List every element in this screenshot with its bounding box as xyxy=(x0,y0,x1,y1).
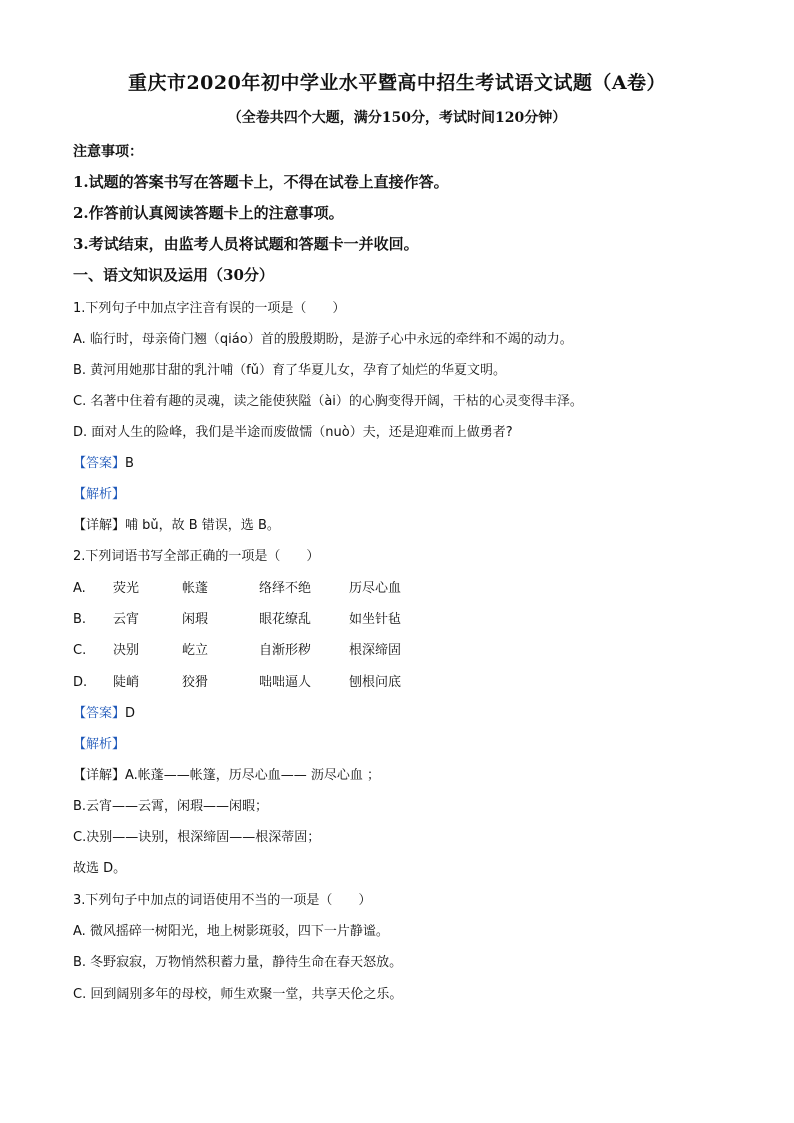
option-letter: D. xyxy=(73,675,88,690)
option-word: 眼花缭乱 xyxy=(259,612,312,627)
section-heading: 一、语文知识及运用（30分） xyxy=(73,266,274,284)
answer-value: D xyxy=(125,706,136,721)
detail-line: C.决别——诀别，根深缔固——根深蒂固； xyxy=(73,830,321,845)
question-option: C. 回到阔别多年的母校，师生欢聚一堂，共享天伦之乐。 xyxy=(73,987,403,1002)
option-word: 云宵 xyxy=(113,612,140,627)
option-word: 刨根问底 xyxy=(349,675,402,690)
option-word: 络绎不绝 xyxy=(259,581,312,596)
exam-subtitle: （全卷共四个大题，满分150分，考试时间120分钟） xyxy=(227,110,567,126)
question-option: B. 黄河用她那甘甜的乳汁哺（fǔ）育了华夏儿女，孕育了灿烂的华夏文明。 xyxy=(73,363,506,378)
option-word: 闲瑕 xyxy=(182,612,209,627)
question-stem: 3.下列句子中加点的词语使用不当的一项是（ ） xyxy=(73,893,372,908)
question-option: B. 冬野寂寂，万物悄然积蓄力量，静待生命在春天怒放。 xyxy=(73,955,403,970)
answer-tag: 【答案】 xyxy=(73,706,126,721)
notice-heading: 注意事项： xyxy=(73,144,143,160)
option-word: 屹立 xyxy=(182,643,209,658)
option-word: 自渐形秽 xyxy=(259,643,312,658)
answer-value: B xyxy=(125,456,134,471)
option-word: 根深缔固 xyxy=(349,643,402,658)
option-word: 帐蓬 xyxy=(182,581,209,596)
option-letter: C. xyxy=(73,643,87,658)
answer-tag: 【答案】 xyxy=(73,456,126,471)
exam-title: 重庆市2020年初中学业水平暨高中招生考试语文试题（A卷） xyxy=(127,72,667,94)
detail-line: 【详解】哺 bǔ，故 B 错误，选 B。 xyxy=(73,518,280,533)
question-option-row xyxy=(73,577,401,596)
answer-line xyxy=(73,452,134,471)
question-option: D. 面对人生的险峰，我们是半途而废做懦（nuò）夫，还是迎难而上做勇者? xyxy=(73,425,513,440)
detail-line: B.云宵——云霄，闲瑕——闲暇； xyxy=(73,799,269,814)
question-option-row xyxy=(73,608,401,627)
detail-line: 【详解】A.帐蓬——帐篷，历尽心血—— 沥尽心血 ； xyxy=(73,768,381,783)
question-option: A. 临行时，母亲倚门翘（qiáo）首的殷殷期盼，是游子心中永远的牵绊和不竭的动力。 xyxy=(73,332,573,347)
option-word: 如坐针毡 xyxy=(349,612,402,627)
option-word: 咄咄逼人 xyxy=(259,675,312,690)
question-option-row xyxy=(73,639,401,658)
answer-line xyxy=(73,702,135,721)
analysis-tag: 【解析】 xyxy=(73,737,126,752)
question-stem: 1.下列句子中加点字注音有误的一项是（ ） xyxy=(73,301,346,316)
notice-item: 1.试题的答案书写在答题卡上，不得在试卷上直接作答。 xyxy=(73,173,449,191)
option-word: 历尽心血 xyxy=(349,581,402,596)
notice-item: 3.考试结束，由监考人员将试题和答题卡一并收回。 xyxy=(73,235,419,253)
question-option: A. 微风摇碎一树阳光，地上树影斑驳，四下一片静谧。 xyxy=(73,924,389,939)
option-word: 荧光 xyxy=(113,581,140,596)
option-letter: A. xyxy=(73,581,86,596)
option-word: 狡猾 xyxy=(182,675,209,690)
question-option-row xyxy=(73,671,401,690)
option-letter: B. xyxy=(73,612,87,627)
analysis-tag: 【解析】 xyxy=(73,487,126,502)
option-word: 决别 xyxy=(113,643,140,658)
question-option: C. 名著中住着有趣的灵魂，读之能使狭隘（ài）的心胸变得开阔，干枯的心灵变得丰泽。 xyxy=(73,394,583,409)
option-word: 陡峭 xyxy=(113,675,140,690)
question-stem: 2.下列词语书写全部正确的一项是（ ） xyxy=(73,549,320,564)
notice-item: 2.作答前认真阅读答题卡上的注意事项。 xyxy=(73,204,344,222)
detail-line: 故选 D。 xyxy=(73,861,127,876)
